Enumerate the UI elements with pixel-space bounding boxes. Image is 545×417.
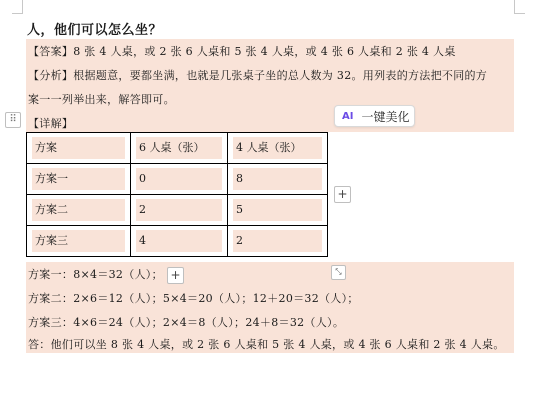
cell-text: 5 <box>233 199 322 221</box>
table-cell[interactable] <box>27 226 131 257</box>
table-cell[interactable] <box>228 164 328 195</box>
plan-table <box>26 132 328 257</box>
cell-text: 2 <box>136 199 222 221</box>
table-cell[interactable] <box>228 226 328 257</box>
cell-text: 2 <box>233 230 322 252</box>
table-row <box>27 195 328 226</box>
table-row <box>27 226 328 257</box>
detail-label: 【详解】 <box>28 117 74 130</box>
add-row-button[interactable]: + <box>167 267 184 284</box>
page-corner-mark-right <box>514 0 525 14</box>
one-click-beautify-button[interactable] <box>334 105 415 127</box>
table-resize-icon[interactable]: ⤡ <box>331 265 346 280</box>
add-column-button[interactable]: + <box>334 186 351 203</box>
plan-calculation-line: 方案二：2×6＝12（人）；5×4＝20（人）；12＋20＝32（人）； <box>28 292 359 305</box>
plan-calculation-line: 方案一：8×4＝32（人）； <box>28 268 163 281</box>
cell-text: 4 <box>136 230 222 252</box>
cell-text: 方案二 <box>32 199 125 221</box>
question-text: 人，他们可以怎么坐？ <box>27 23 163 38</box>
cell-text: 方案三 <box>32 230 125 252</box>
analysis-line-2: 案一一列举出来，解答即可。 <box>28 93 175 106</box>
table-header-cell[interactable] <box>27 133 131 164</box>
table-row <box>27 164 328 195</box>
cell-text: 8 <box>233 168 322 190</box>
cell-text: 0 <box>136 168 222 190</box>
table-cell[interactable] <box>27 195 131 226</box>
page-corner-mark-left <box>12 0 23 14</box>
table-cell[interactable] <box>131 164 228 195</box>
table-header-cell[interactable] <box>131 133 228 164</box>
analysis-line-1: 【分析】根据题意，要都坐满，也就是几张桌子坐的总人数为 32。用列表的方法把不同的方 <box>28 69 488 82</box>
table-cell[interactable] <box>131 226 228 257</box>
cell-text: 4 人桌（张） <box>233 137 322 159</box>
cell-text: 方案一 <box>32 168 125 190</box>
cell-text: 方案 <box>32 137 125 159</box>
table-cell[interactable] <box>228 195 328 226</box>
table-cell[interactable] <box>131 195 228 226</box>
ai-icon: AI <box>342 110 354 122</box>
table-cell[interactable] <box>27 164 131 195</box>
drag-handle-icon[interactable]: ⠿ <box>5 112 21 128</box>
plan-calculation-line: 方案三：4×6＝24（人）；2×4＝8（人）；24＋8＝32（人）。 <box>28 316 345 329</box>
answer-line: 【答案】8 张 4 人桌，或 2 张 6 人桌和 5 张 4 人桌，或 4 张 6 人桌和 2 张 4 人桌 <box>28 45 456 58</box>
beautify-label: 一键美化 <box>361 109 410 124</box>
cell-text: 6 人桌（张） <box>136 137 222 159</box>
table-header-cell[interactable] <box>228 133 328 164</box>
final-answer-line: 答：他们可以坐 8 张 4 人桌，或 2 张 6 人桌和 5 张 4 人桌，或 4 张 6 人桌和 2 张 4 人桌。 <box>28 338 505 351</box>
table-header-row <box>27 133 328 164</box>
